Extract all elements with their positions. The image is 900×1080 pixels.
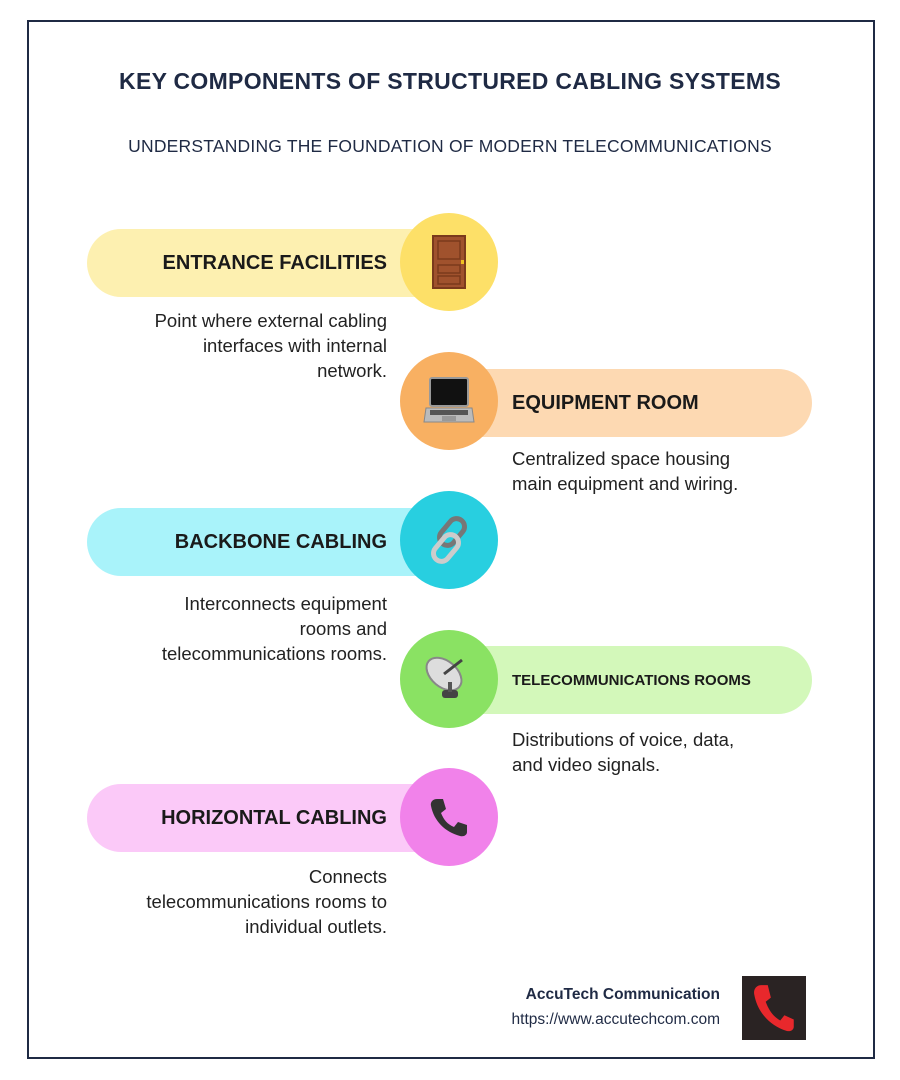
telephone-icon: [400, 768, 498, 866]
page-subtitle: UNDERSTANDING THE FOUNDATION OF MODERN TELECOMMUNICATIONS: [128, 136, 772, 156]
description-line: interfaces with internal: [202, 335, 387, 356]
description-line: Connects: [308, 866, 387, 887]
laptop-icon: [400, 352, 498, 450]
backbone-cabling-label: BACKBONE CABLING: [174, 531, 387, 553]
company-name: AccuTech Communication: [525, 986, 720, 1003]
description-line: Centralized space housing: [512, 448, 731, 469]
description-line: individual outlets.: [245, 916, 387, 937]
description-line: telecommunications rooms.: [161, 643, 387, 664]
description-line: Interconnects equipment: [184, 593, 387, 614]
equipment-room-label: EQUIPMENT ROOM: [512, 392, 699, 414]
telecommunications-rooms-label: TELECOMMUNICATIONS ROOMS: [512, 672, 751, 689]
satellite-dish-icon: [400, 630, 498, 728]
description-line: main equipment and wiring.: [512, 473, 739, 494]
company-url[interactable]: https://www.accutechcom.com: [511, 1011, 720, 1028]
entrance-facilities-label: ENTRANCE FACILITIES: [162, 252, 387, 274]
entrance-facilities-description: [87, 308, 387, 383]
telecommunications-rooms-description: [512, 727, 802, 777]
description-line: Distributions of voice, data,: [512, 729, 735, 750]
phone-logo-icon: [742, 976, 806, 1040]
horizontal-cabling-description: [87, 864, 387, 939]
link-icon: [400, 491, 498, 589]
description-line: Point where external cabling: [154, 310, 387, 331]
description-line: and video signals.: [512, 754, 661, 775]
door-icon: [400, 213, 498, 311]
page-title: KEY COMPONENTS OF STRUCTURED CABLING SYSTEMS: [119, 68, 781, 94]
description-line: telecommunications rooms to: [146, 891, 387, 912]
horizontal-cabling-label: HORIZONTAL CABLING: [161, 807, 387, 829]
equipment-room-description: [512, 446, 802, 496]
description-line: network.: [317, 360, 387, 381]
description-line: rooms and: [299, 618, 387, 639]
backbone-cabling-description: [87, 591, 387, 666]
